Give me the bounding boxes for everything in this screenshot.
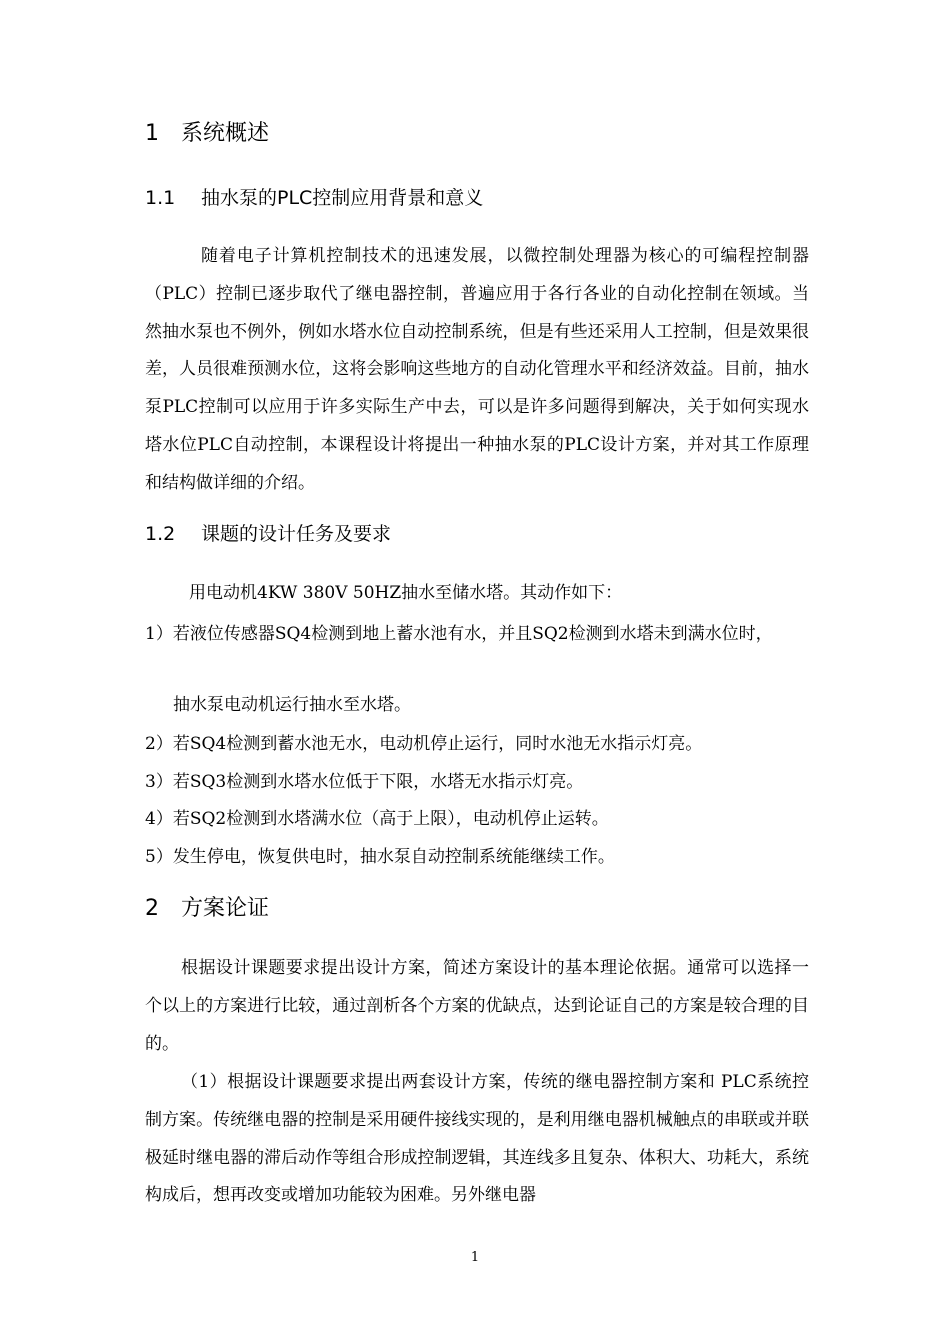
section-title: 课题的设计任务及要求: [201, 523, 392, 545]
background-paragraph: 随着电子计算机控制技术的迅速发展，以微控制处理器为核心的可编程控制器（PLC）控制已逐步取代了继电器控制，普遍应用于各行各业的自动化控制在领域。当然抽水泵也不例外，例如水塔水位自动控制系统，但是有些还采用人工控制，但是效果很差，人员很难预测水位，这将会影响这些地方的自动化管理水平和经济效益。目前，抽水泵PLC控制可以应用于许多实际生产中去，可以是许多问题得到解决，关于如何实现水塔水位PLC自动控制，本课程设计将提出一种抽水泵的PLC设计方案，并对其工作原理和结构做详细的介绍。: [145, 246, 809, 493]
requirement-item-1: 1）若液位传感器SQ4检测到地上蓄水池有水，并且SQ2检测到水塔未到满水位时，: [145, 624, 773, 644]
requirement-item-1-continued: 抽水泵电动机运行抽水至水塔。: [173, 695, 411, 715]
section-heading-2: [145, 894, 269, 924]
section-heading-1-1: [145, 184, 483, 212]
section-number: 1.2: [145, 523, 176, 545]
section-title: 抽水泵的PLC控制应用背景和意义: [201, 187, 484, 209]
section-heading-1-2: [145, 520, 391, 548]
requirements-intro: 用电动机4KW 380V 50HZ抽水至储水塔。其动作如下：: [189, 583, 623, 603]
requirement-item-5: 5）发生停电，恢复供电时，抽水泵自动控制系统能继续工作。: [145, 847, 615, 867]
scheme-intro-paragraph: 根据设计课题要求提出设计方案，简述方案设计的基本理论依据。通常可以选择一个以上的方案进行比较，通过剖析各个方案的优缺点，达到论证自己的方案是较合理的目的。: [145, 958, 809, 1054]
requirement-item-2: 2）若SQ4检测到蓄水池无水，电动机停止运行，同时水池无水指示灯亮。: [145, 734, 703, 754]
requirement-item-4: 4）若SQ2检测到水塔满水位（高于上限），电动机停止运转。: [145, 809, 609, 829]
section-number: 2: [145, 896, 159, 921]
scheme-comparison-paragraph: （1）根据设计课题要求提出两套设计方案，传统的继电器控制方案和 PLC系统控制方案。传统继电器的控制是采用硬件接线实现的，是利用继电器机械触点的串联或并联极延时继电器的滞后动作等组合形成控制逻辑，其连线多且复杂、体积大、功耗大，系统构成后，想再改变或增加功能较为困难。另外继电器: [145, 1072, 809, 1206]
section-number: 1.1: [145, 187, 176, 209]
section-title: 方案论证: [181, 896, 270, 921]
requirement-item-3: 3）若SQ3检测到水塔水位低于下限，水塔无水指示灯亮。: [145, 772, 584, 792]
section-title: 系统概述: [181, 121, 270, 146]
section-number: 1: [145, 121, 159, 146]
section-heading-1: [145, 119, 269, 149]
page-number: 1: [470, 1250, 480, 1265]
